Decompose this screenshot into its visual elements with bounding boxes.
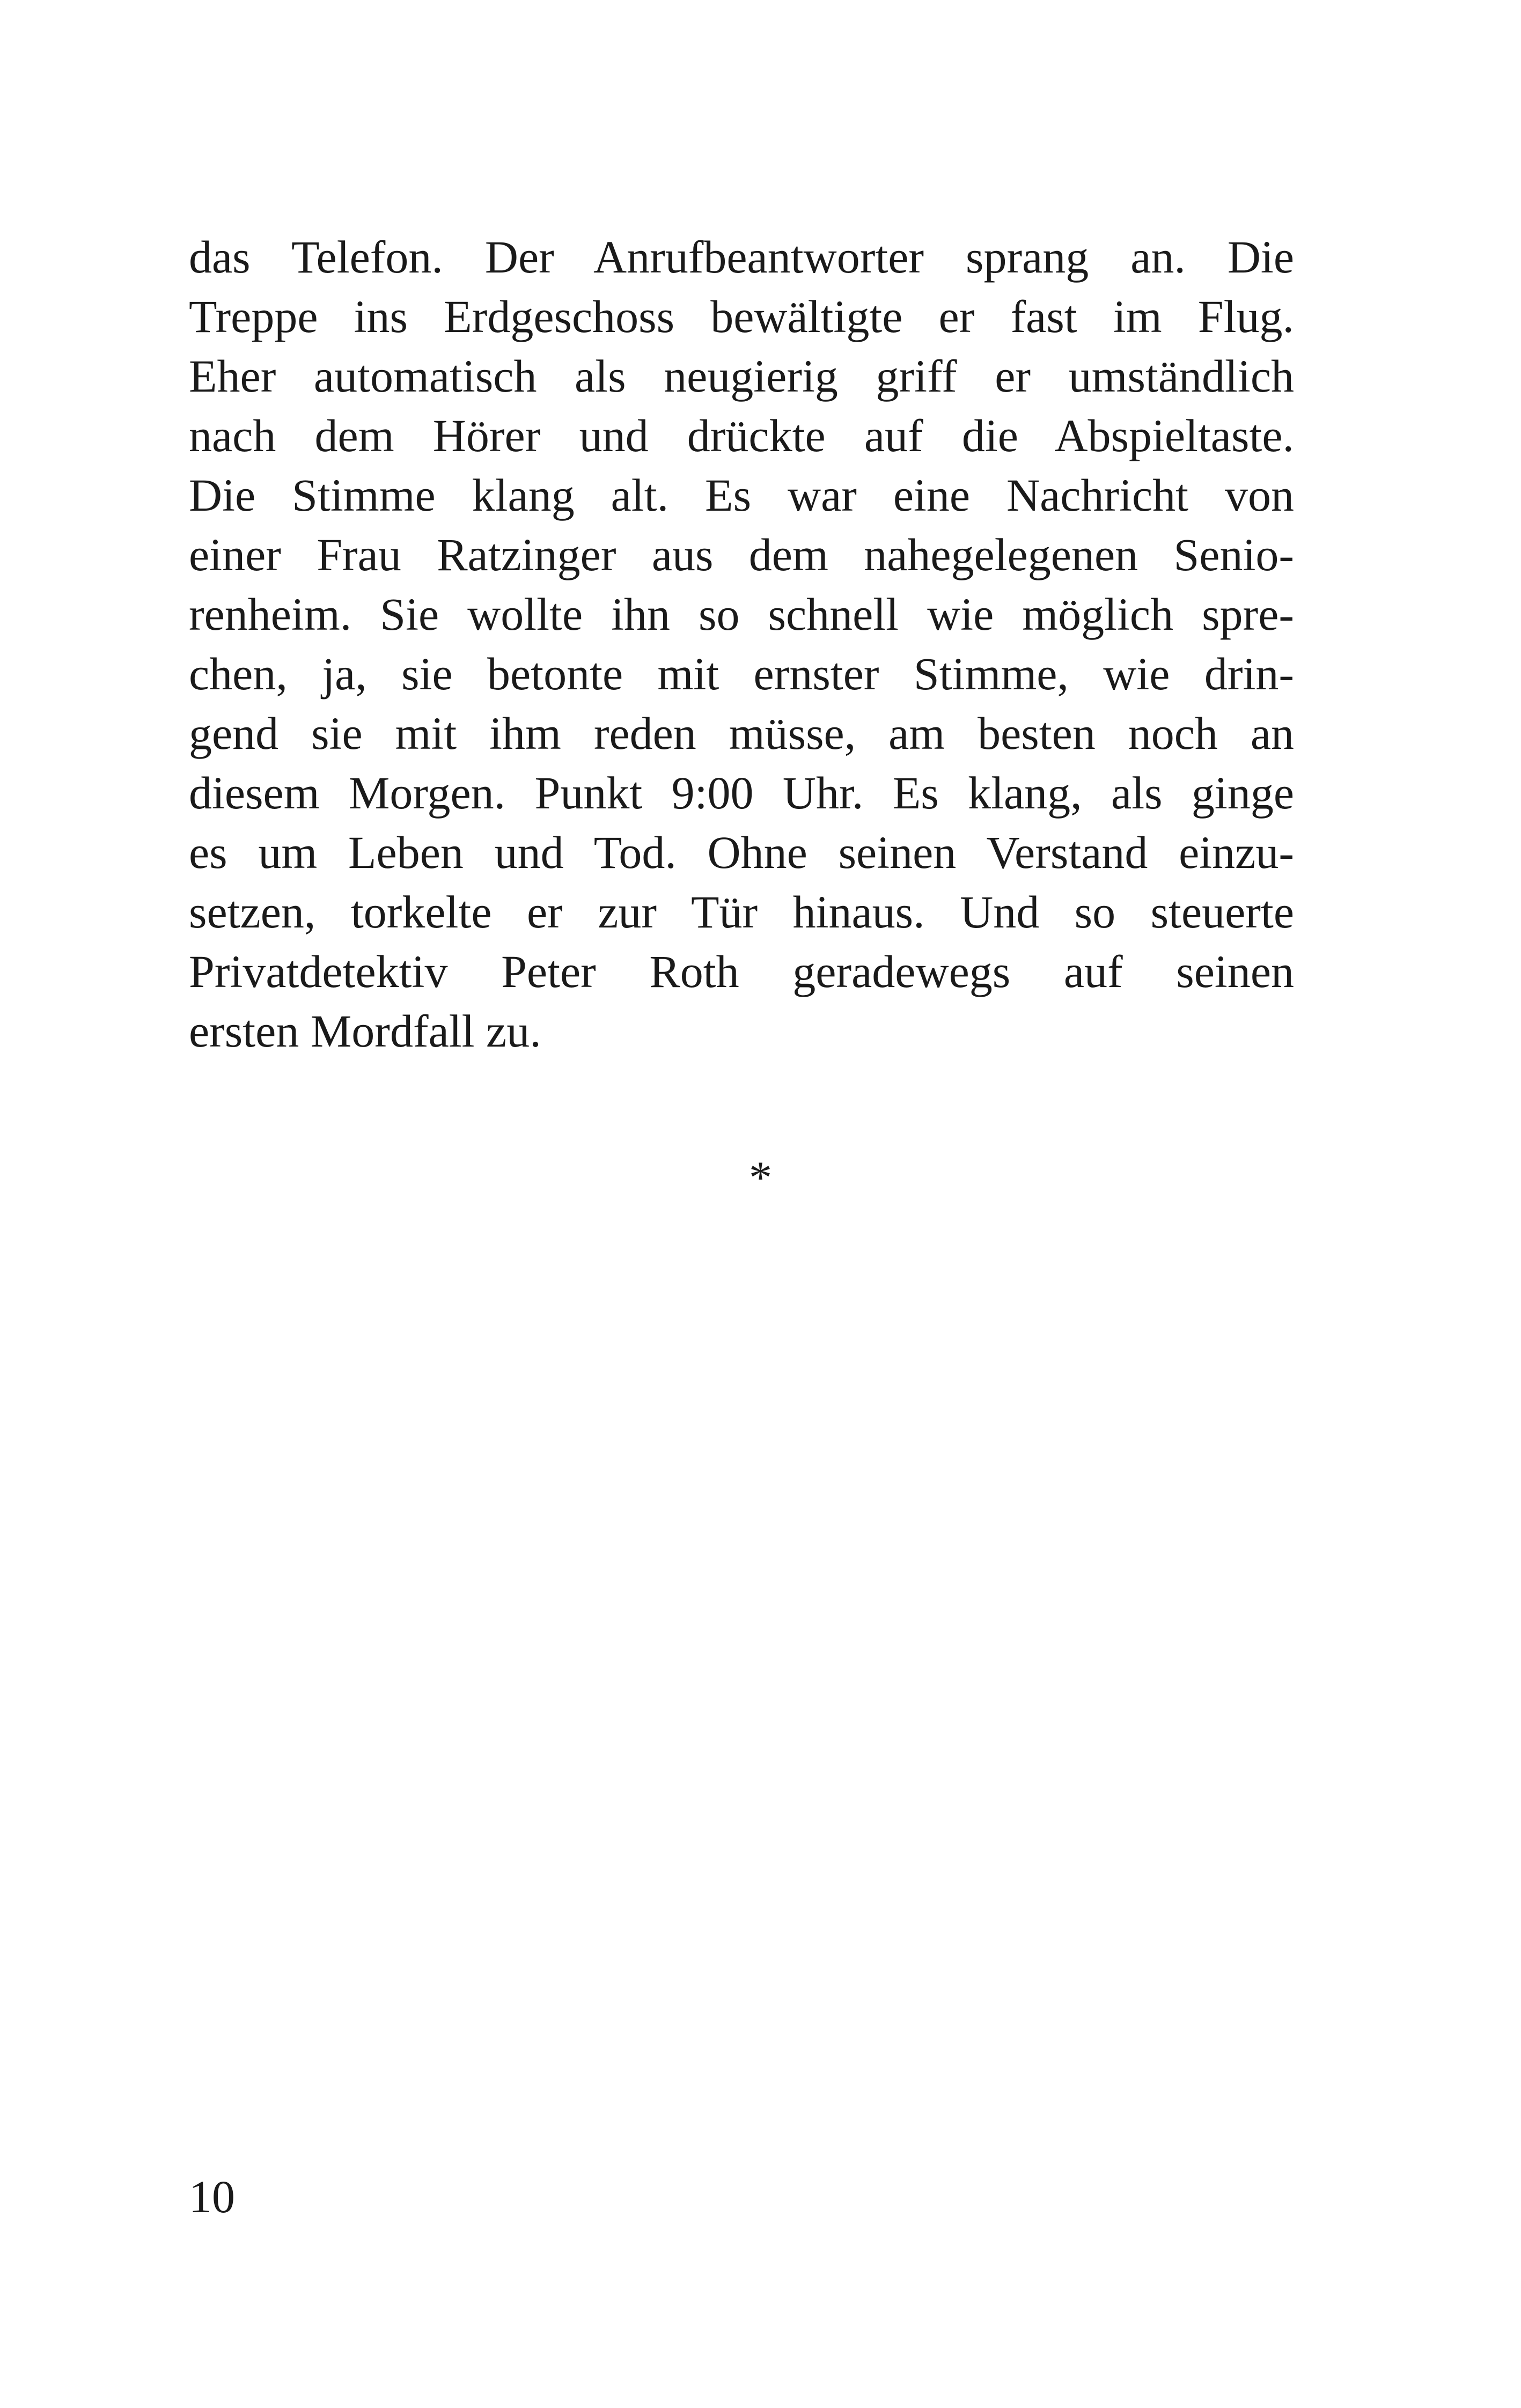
text-line: gend sie mit ihm reden müsse, am besten noch an xyxy=(189,708,1294,759)
text-line: setzen, torkelte er zur Tür hinaus. Und so steuerte xyxy=(189,886,1294,938)
text-line: chen, ja, sie betonte mit ernster Stimme, wie drin- xyxy=(189,648,1294,699)
page-number: 10 xyxy=(189,2171,235,2222)
text-line: renheim. Sie wollte ihn so schnell wie möglich spre- xyxy=(189,588,1294,640)
section-separator: * xyxy=(749,1152,772,1203)
text-line: Treppe ins Erdgeschoss bewältigte er fast im Flug. xyxy=(189,291,1294,342)
text-line: Die Stimme klang alt. Es war eine Nachricht von xyxy=(189,469,1294,521)
text-line: es um Leben und Tod. Ohne seinen Verstand einzu- xyxy=(189,827,1294,878)
text-line: ersten Mordfall zu. xyxy=(189,1005,541,1057)
text-line: das Telefon. Der Anrufbeantworter sprang an. Die xyxy=(189,231,1294,283)
text-line: nach dem Hörer und drückte auf die Abspieltaste. xyxy=(189,410,1294,461)
text-line: diesem Morgen. Punkt 9:00 Uhr. Es klang, als ginge xyxy=(189,767,1294,819)
text-line: einer Frau Ratzinger aus dem nahegelegenen Senio- xyxy=(189,529,1294,580)
text-line: Eher automatisch als neugierig griff er umständlich xyxy=(189,350,1294,402)
text-line: Privatdetektiv Peter Roth geradewegs auf seinen xyxy=(189,946,1294,997)
body-paragraph xyxy=(189,227,1294,1061)
